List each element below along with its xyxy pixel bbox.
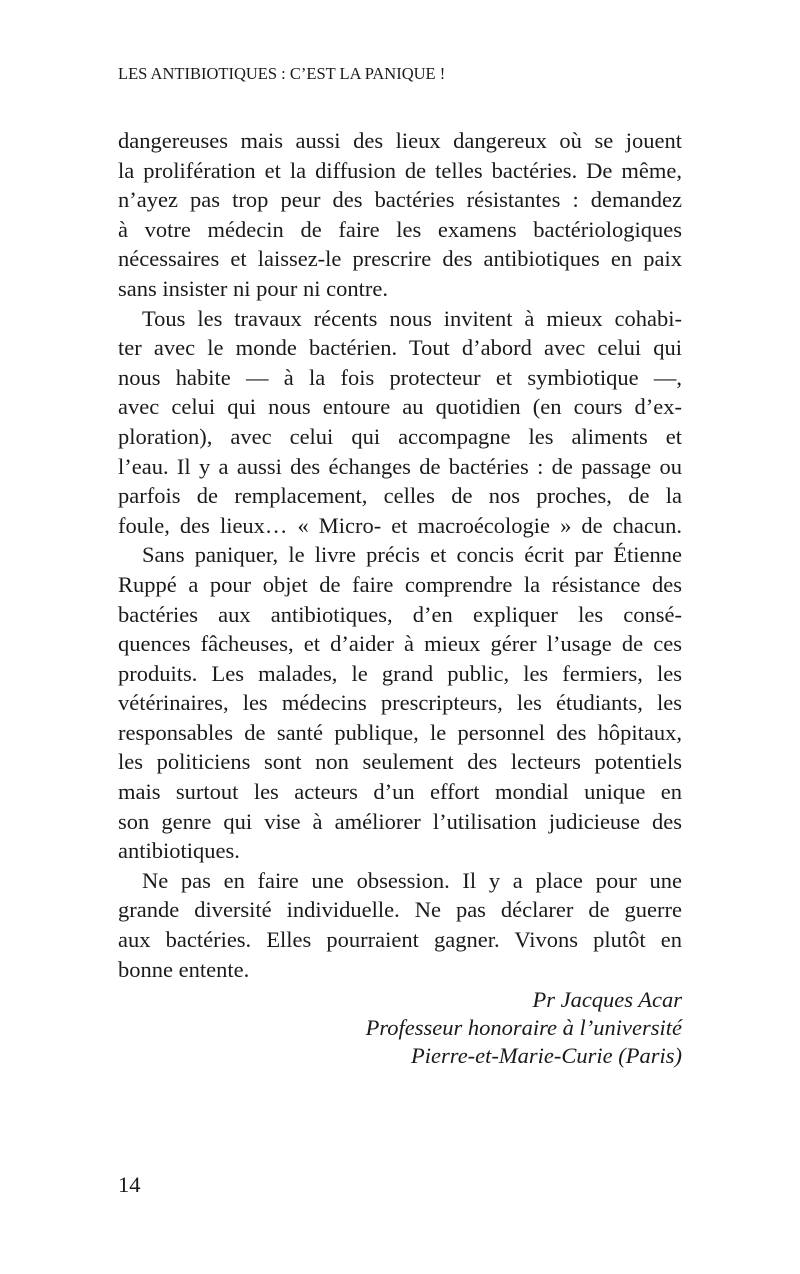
page-number: 14 — [118, 1172, 141, 1197]
text-line: produits. Les malades, le grand public, les fermiers, les — [118, 660, 682, 686]
text-line: Sans paniquer, le livre précis et concis écrit par Étienne — [142, 542, 682, 568]
paragraph-2 — [118, 304, 682, 541]
text-line: grande diversité individuelle. Ne pas déclarer de guerre — [118, 897, 682, 923]
text-line: ploration), avec celui qui accompagne les aliments et — [118, 423, 682, 449]
text-line: à votre médecin de faire les examens bactériologiques — [118, 216, 682, 242]
text-line: l’eau. Il y a aussi des échanges de bactéries : de passage ou — [118, 453, 682, 479]
text-line: ter avec le monde bactérien. Tout d’abord avec celui qui — [118, 335, 682, 361]
text-line: bonne entente. — [118, 956, 250, 982]
text-line: nous habite — à la fois protecteur et symbiotique —, — [118, 364, 682, 390]
text-line: Ruppé a pour objet de faire comprendre la résistance des — [118, 571, 682, 597]
text-line: la prolifération et la diffusion de telles bactéries. De même, — [118, 157, 682, 183]
text-line: son genre qui vise à améliorer l’utilisation judicieuse des — [118, 808, 682, 834]
text-line: nécessaires et laissez-le prescrire des antibiotiques en paix — [118, 246, 682, 272]
text-line: aux bactéries. Elles pourraient gagner. Vivons plutôt en — [118, 927, 682, 953]
text-line: dangereuses mais aussi des lieux dangereux où se jouent — [118, 128, 682, 153]
text-line: antibiotiques. — [118, 838, 240, 864]
text-line: quences fâcheuses, et d’aider à mieux gérer l’usage de ces — [118, 631, 682, 657]
paragraph-3 — [118, 540, 682, 866]
text-line: sans insister ni pour ni contre. — [118, 275, 388, 301]
text-line: Tous les travaux récents nous invitent à mieux cohabi- — [142, 305, 682, 331]
text-line: responsables de santé publique, le personnel des hôpitaux, — [118, 719, 682, 745]
text-line: bactéries aux antibiotiques, d’en expliquer les consé- — [118, 601, 682, 627]
text-line: n’ayez pas trop peur des bactéries résistantes : demandez — [118, 187, 682, 213]
signature-title: Professeur honoraire à l’université — [365, 1015, 682, 1040]
text-line: avec celui qui nous entoure au quotidien (en cours d’ex- — [118, 394, 682, 420]
text-line: Ne pas en faire une obsession. Il y a place pour une — [142, 867, 682, 893]
signature-block — [366, 986, 682, 1070]
text-line: vétérinaires, les médecins prescripteurs, les étudiants, les — [118, 690, 682, 716]
text-line: parfois de remplacement, celles de nos proches, de la — [118, 483, 682, 509]
text-line: foule, des lieux… « Micro- et macroécologie » de chacun. — [118, 512, 682, 538]
body-text — [118, 126, 682, 984]
text-line: les politiciens sont non seulement des lecteurs potentiels — [118, 749, 682, 775]
paragraph-1 — [118, 126, 682, 304]
signature-name: Pr Jacques Acar — [532, 987, 682, 1012]
paragraph-4 — [118, 866, 682, 984]
signature-institution: Pierre-et-Marie-Curie (Paris) — [411, 1043, 682, 1068]
text-line: mais surtout les acteurs d’un effort mondial unique en — [118, 779, 682, 805]
running-header: LES ANTIBIOTIQUES : C’EST LA PANIQUE ! — [118, 64, 446, 83]
